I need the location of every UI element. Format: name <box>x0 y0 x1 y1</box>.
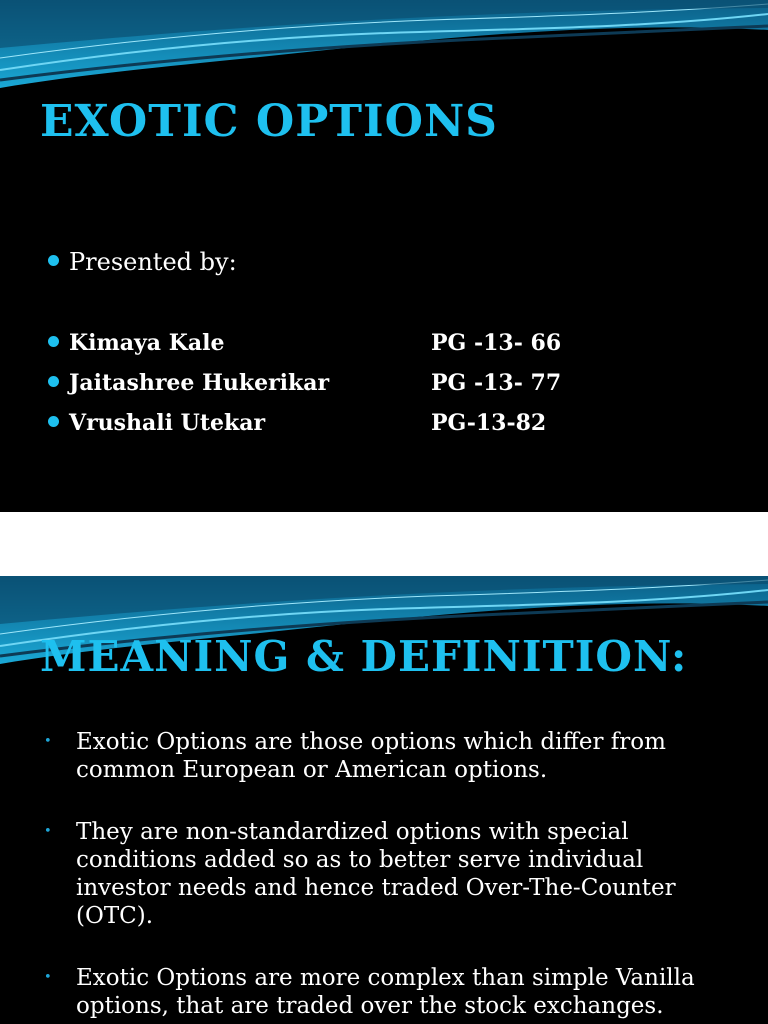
bullet-dot-icon <box>48 255 59 266</box>
list-item-text: Exotic Options are those options which differ from common European or American options. <box>76 729 666 783</box>
wave-banner <box>0 0 768 100</box>
member-id: PG -13- 66 <box>431 330 562 356</box>
member-name: Kimaya Kale <box>69 330 225 356</box>
slide-separator <box>0 512 768 576</box>
slide-title: EXOTIC OPTIONS <box>40 96 498 147</box>
presented-by-line <box>48 248 237 276</box>
member-name: Vrushali Utekar <box>69 410 266 436</box>
bullet-icon: • <box>44 824 52 839</box>
bullet-dot-icon <box>48 416 59 427</box>
member-id: PG-13-82 <box>431 410 547 436</box>
list-item <box>44 964 744 1020</box>
definition-list <box>44 728 744 1024</box>
member-name: Jaitashree Hukerikar <box>69 370 330 396</box>
slide-title: MEANING & DEFINITION: <box>40 632 688 681</box>
member-row <box>48 370 561 396</box>
member-id: PG -13- 77 <box>431 370 562 396</box>
list-item-text: They are non-standardized options with special conditions added so as to better serve individual investor needs and hence traded Over-The-Counter (OTC). <box>76 819 676 929</box>
member-row <box>48 410 546 436</box>
presented-by-label: Presented by: <box>69 248 237 276</box>
bullet-dot-icon <box>48 336 59 347</box>
bullet-icon: • <box>44 970 52 985</box>
member-row <box>48 330 561 356</box>
list-item <box>44 728 744 784</box>
slide-2 <box>0 576 768 1024</box>
list-item-text: Exotic Options are more complex than simple Vanilla options, that are traded over the stock exchanges. <box>76 965 695 1019</box>
bullet-dot-icon <box>48 376 59 387</box>
list-item <box>44 818 744 930</box>
bullet-icon: • <box>44 734 52 749</box>
